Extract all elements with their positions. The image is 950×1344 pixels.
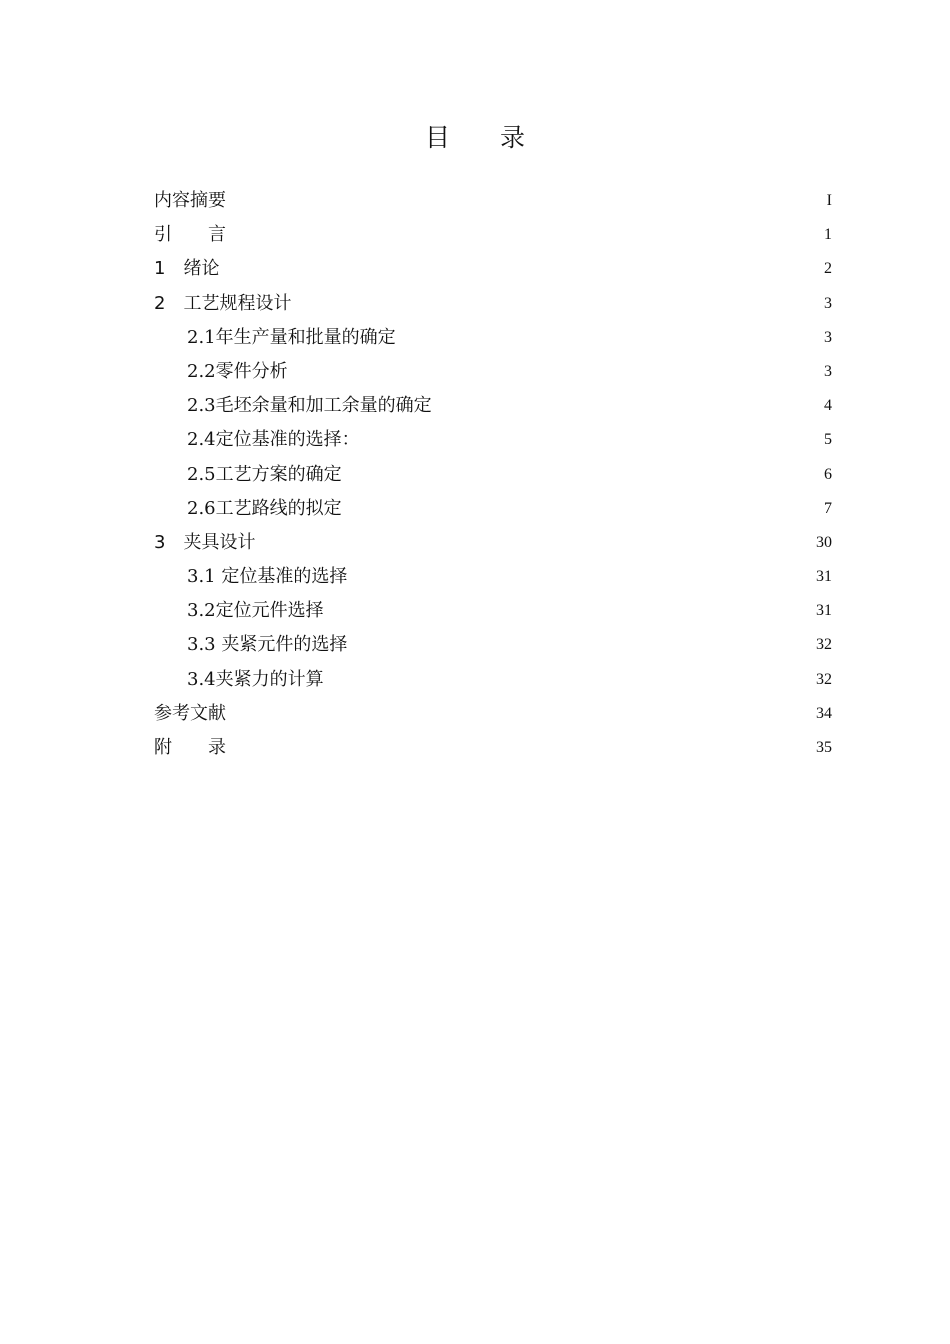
toc-entry-section-2-3[interactable] [154, 389, 832, 423]
toc-entry-chapter-1[interactable] [154, 252, 832, 286]
toc-entry-appendix[interactable] [154, 731, 832, 765]
toc-entry-label: 2.5工艺方案的确定 [187, 463, 342, 485]
toc-entry-section-2-4[interactable] [154, 423, 832, 457]
toc-entry-label: 内容摘要 [154, 190, 226, 211]
toc-entry-page: I [826, 192, 832, 209]
toc-entry-section-2-2[interactable] [154, 355, 832, 389]
toc-entry-page: 4 [824, 397, 832, 415]
toc-entry-label: 引 言 [154, 224, 226, 246]
toc-entry-section-3-1[interactable] [154, 560, 832, 594]
toc-entry-references[interactable] [154, 697, 832, 731]
toc-entry-page: 2 [824, 260, 832, 278]
toc-entry-label: 3.1 定位基准的选择 [187, 566, 348, 588]
toc-entry-chapter-2[interactable] [154, 287, 832, 321]
toc-entry-page: 32 [816, 670, 832, 688]
toc-entry-page: 31 [816, 602, 832, 620]
toc-entry-page: 1 [824, 226, 832, 244]
toc-entry-label: 2.4定位基准的选择： [187, 429, 360, 451]
toc-title: 目 录 [424, 123, 525, 152]
toc-entry-abstract[interactable] [154, 184, 832, 218]
toc-entry-label: 2 工艺规程设计 [154, 292, 292, 314]
toc-entry-label: 2.6工艺路线的拟定 [187, 497, 342, 519]
toc-entry-section-3-2[interactable] [154, 594, 832, 628]
toc-entry-section-2-1[interactable] [154, 321, 832, 355]
toc-entry-chapter-3[interactable] [154, 526, 832, 560]
toc-entry-label: 附 录 [154, 737, 226, 758]
toc-entry-label: 2.1年生产量和批量的确定 [187, 326, 396, 348]
toc-entry-page: 30 [816, 533, 832, 551]
toc-entry-page: 3 [824, 294, 832, 312]
toc-entry-label: 参考文献 [154, 702, 226, 724]
toc-entry-page: 35 [816, 739, 832, 756]
toc-entry-label: 3 夹具设计 [154, 531, 256, 553]
toc-entry-page: 3 [824, 362, 832, 380]
toc-entry-label: 2.3毛坯余量和加工余量的确定 [187, 395, 432, 417]
toc-entry-page: 3 [824, 328, 832, 346]
toc-entry-section-3-3[interactable] [154, 628, 832, 662]
toc-entry-label: 3.4夹紧力的计算 [187, 668, 324, 690]
toc-entry-page: 34 [816, 704, 832, 722]
toc-list [154, 184, 832, 765]
toc-entry-preface[interactable] [154, 218, 832, 252]
toc-entry-section-2-5[interactable] [154, 458, 832, 492]
toc-entry-section-3-4[interactable] [154, 663, 832, 697]
toc-entry-label: 3.3 夹紧元件的选择 [187, 634, 348, 656]
toc-entry-label: 3.2定位元件选择 [187, 600, 324, 622]
toc-entry-page: 31 [816, 568, 832, 586]
toc-entry-page: 6 [824, 465, 832, 483]
toc-entry-page: 7 [824, 499, 832, 517]
toc-entry-label: 1 绪论 [154, 258, 220, 280]
toc-entry-label: 2.2零件分析 [187, 360, 288, 382]
toc-entry-page: 32 [816, 636, 832, 654]
toc-entry-section-2-6[interactable] [154, 492, 832, 526]
toc-entry-page: 5 [824, 431, 832, 449]
